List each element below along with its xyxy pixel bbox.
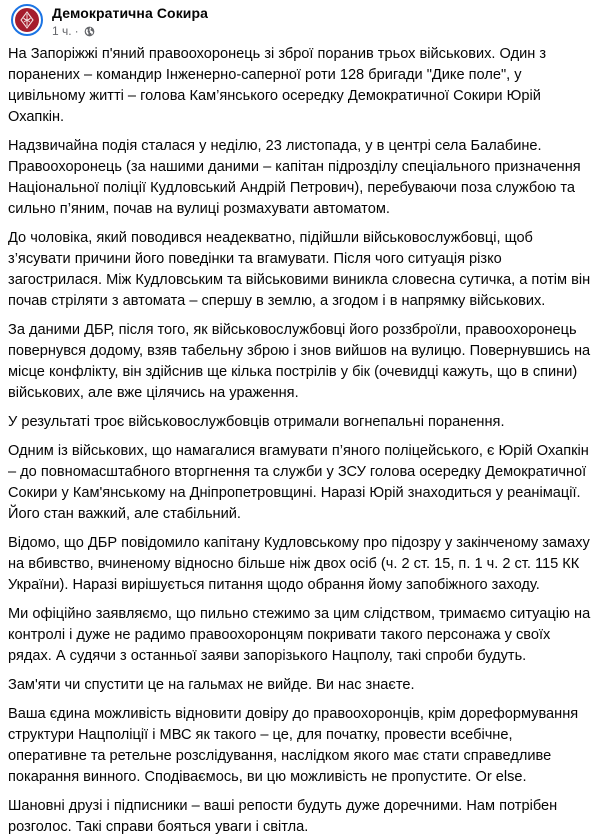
post-paragraph: Одним із військових, що намагалися вгамувати п’яного поліцейського, є Юрій Охапкін – до повномасштабного вторгнення та служби у ЗСУ голова осередку Демократичної Сокири у Кам'янському на Дніпропетровщині. Наразі Юрій знаходиться у реанімації. Його стан важкий, але стабільний. (8, 443, 589, 522)
post-paragraph: За даними ДБР, після того, як військовослужбовці його роззброїли, правоохоронець повернувся додому, взяв табельну зброю і знов вийшов на вулицю. Повернувшись на місце конфлікту, він здійснив ще кілька пострілів у бік (очевидці кажуть, що в спини) військових, але вже цілячись на ураження. (8, 322, 591, 401)
post-paragraph: Зам'яти чи спустити це на гальмах не вийде. Ви нас знаєте. (8, 677, 415, 693)
axe-diamond-logo-icon (19, 11, 35, 29)
post-body (0, 44, 605, 838)
post-paragraph: Надзвичайна подія сталася у неділю, 23 листопада, у в центрі села Балабине. Правоохоронець (за нашими даними – капітан підрозділу спеціального призначення Національної поліції Кудловський Андрій Петрович), перебуваючи поза службою та сильно п’яним, почав на вулиці розмахувати автоматом. (8, 138, 581, 217)
post-meta (52, 24, 95, 38)
page-avatar[interactable] (11, 4, 43, 36)
post-timestamp[interactable]: 1 ч. (52, 24, 72, 38)
post-paragraph: Ваша єдина можливість відновити довіру до правоохоронців, крім дореформування структури Нацполіції і МВС як такого – це, для початку, провести всебічне, оперативне та ретельне розслідування, наслідком якого має стати справедливе покарання винного. Сподіваємось, ви цю можливість не пропустите. Or else. (8, 706, 579, 785)
page-name-link[interactable]: Демократична Сокира (52, 5, 209, 21)
post-paragraph: Шановні друзі і підписники – ваші репости будуть дуже доречними. Нам потрібен розголос. Такі справи бояться уваги і світла. (8, 798, 558, 835)
post-paragraph: На Запоріжжі п'яний правоохоронець зі зброї поранив трьох військових. Один з поранених – командир Інженерно-саперної роти 128 бригади "Дике поле", у цивільному житті – голова Кам’янського осередку Демократичної Сокири Юрій Охапкін. (8, 46, 547, 125)
avatar-logo (15, 8, 39, 32)
post-paragraph: До чоловіка, який поводився неадекватно, підійшли військовослужбовці, щоб з’ясувати причини його поведінки та вгамувати. Після чого ситуація різко загострилася. Між Кудловським та військовими виникла словесна сутичка, а потім він почав стріляти з автомата – спершу в землю, а згодом і в напрямку військових. (8, 230, 591, 309)
post-paragraph: Відомо, що ДБР повідомило капітану Кудловському про підозру у закінченому замаху на вбивство, вчиненому відносно більше ніж двох осіб (ч. 2 ст. 15, п. 1 ч. 2 ст. 115 КК України). Наразі вирішується питання щодо обрання йому запобіжного заходу. (8, 535, 590, 593)
post-header (0, 0, 605, 44)
post-paragraph: У результаті троє військовослужбовців отримали вогнепальні поранення. (8, 414, 505, 430)
post-paragraph: Ми офіційно заявляємо, що пильно стежимо за цим слідством, тримаємо ситуацію на контролі і дуже не радимо правоохоронцям покривати такого персонажа у своїх рядах. А судячи з останньої заяви запорізького Нацполу, такі спроби будуть. (8, 606, 591, 664)
globe-icon[interactable] (84, 26, 95, 37)
meta-separator: · (74, 24, 79, 38)
